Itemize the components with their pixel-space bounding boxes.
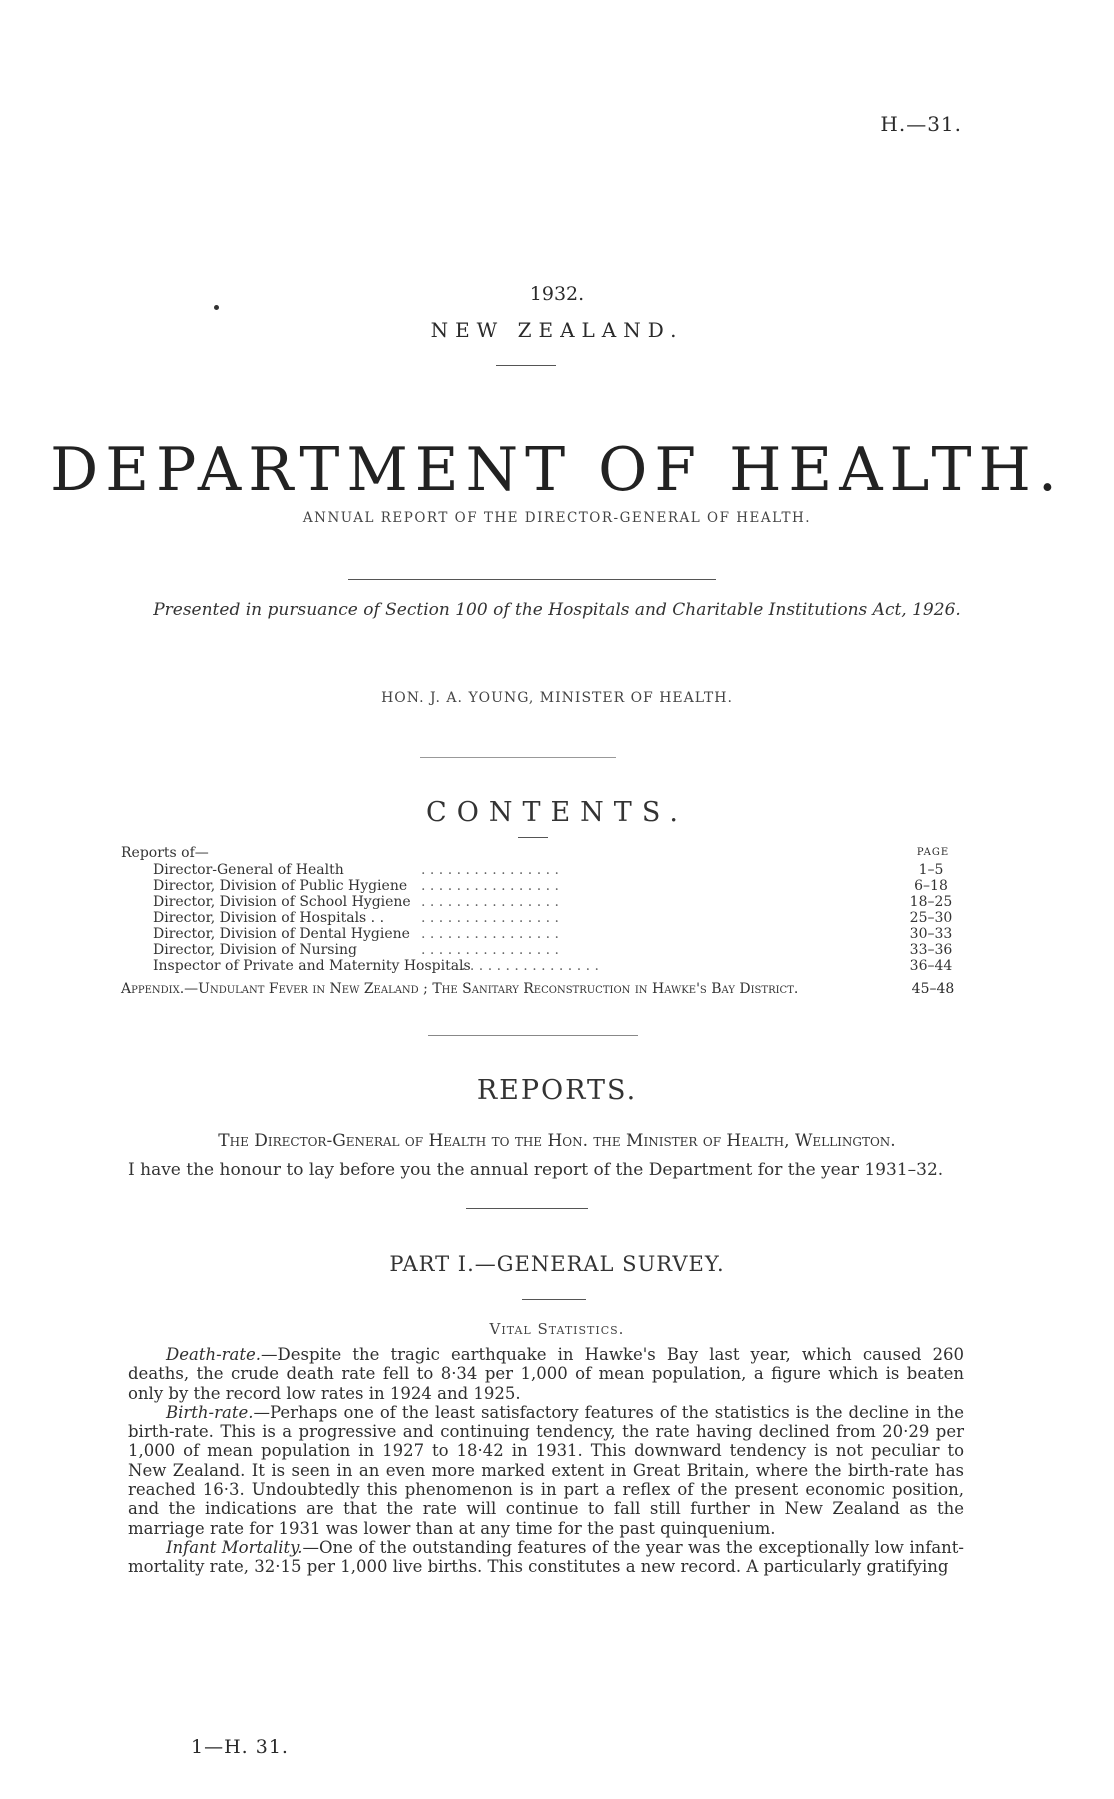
divider — [466, 1208, 588, 1209]
paragraph-lead: Death-rate. — [166, 1345, 262, 1364]
divider — [428, 1035, 638, 1036]
contents-item-label: Director, Division of School Hygiene — [153, 894, 411, 910]
leader-dots: . . . . . . . . . . . . . . . . — [421, 862, 559, 878]
contents-item-pages: 36–44 — [909, 958, 953, 974]
footer-page-reference: 1—H. 31. — [191, 1736, 289, 1758]
contents-item-label: Director-General of Health — [153, 862, 344, 878]
section-heading: Vital Statistics. — [489, 1320, 625, 1338]
contents-item — [121, 910, 961, 926]
part-title: PART I.—GENERAL SURVEY. — [389, 1252, 725, 1276]
contents-reports-of: Reports of— — [121, 845, 209, 861]
contents-item-pages: 1–5 — [918, 862, 944, 878]
leader-dots: . . . . . . . . . . . . . . . . — [421, 910, 559, 926]
leader-dots: . . . . . . . . . . . . . . . . — [421, 942, 559, 958]
contents-item — [121, 862, 961, 878]
contents-item — [121, 942, 961, 958]
ink-dot — [214, 305, 219, 310]
page-reference: H.—31. — [880, 112, 962, 136]
report-address: The Director-General of Health to the Hon. the Minister of Health, Wellington. — [218, 1131, 896, 1151]
divider — [518, 837, 548, 838]
paragraph-lead: Birth-rate. — [166, 1402, 254, 1422]
contents-item — [121, 894, 961, 910]
paragraph-infant-mortality — [128, 1538, 964, 1577]
paragraph-text: —One of the outstanding features of the year was the exceptionally low infant-mortality rate, 32·15 per 1,000 live births. This constitutes a new record. A particularly gratifying — [128, 1537, 964, 1577]
paragraph-text: —Despite the tragic earthquake in Hawke's Bay last year, which caused 260 deaths, the crude death rate fell to 8·34 per 1,000 of mean population, a figure which is beaten only by the record low rates in 1924 and 1925. — [128, 1345, 964, 1403]
contents-item — [121, 958, 961, 974]
report-opening: I have the honour to lay before you the annual report of the Department for the year 1931–32. — [128, 1160, 944, 1180]
department-title: DEPARTMENT OF HEALTH. — [50, 435, 1064, 505]
contents-item-pages: 18–25 — [909, 894, 953, 910]
contents-item-pages: 33–36 — [909, 942, 953, 958]
contents-item-pages: 6–18 — [914, 878, 948, 894]
paragraph-text: —Perhaps one of the least satisfactory features of the statistics is the decline in the birth-rate. This is a progressive and continuing tendency, the rate having declined from 20·29 per 1,000 of mean population in 1927 to 18·42 in 1931. This downward tendency is not peculiar to New Zealand. It is seen in an even more marked extent in Great Britain, where the birth-rate has reached 16·3. Undoubtedly this phenomenon is in part a reflex of the present economic position, and the indications are that the rate will continue to fall still further in New Zealand as the marriage rate for 1931 was lower than at any time for the past quinquenium. — [128, 1402, 964, 1538]
divider — [496, 365, 556, 366]
contents-appendix: Appendix.—Undulant Fever in New Zealand ; The Sanitary Reconstruction in Hawke's Bay District. — [121, 981, 799, 997]
contents-item-label: Director, Division of Public Hygiene — [153, 878, 408, 894]
contents-item-pages: 25–30 — [909, 910, 953, 926]
contents-item-label: Director, Division of Dental Hygiene — [153, 926, 410, 942]
body-text — [128, 1345, 964, 1577]
contents-item-label: Inspector of Private and Maternity Hospitals — [153, 958, 471, 974]
country-heading: NEW ZEALAND. — [430, 318, 684, 342]
paragraph-death-rate — [128, 1345, 964, 1403]
contents-item-label: Director, Division of Nursing — [153, 942, 357, 958]
divider — [420, 757, 616, 758]
leader-dots: . . . . . . . . . . . . . . . . — [461, 958, 599, 974]
leader-dots: . . . . . . . . . . . . . . . . — [421, 878, 559, 894]
contents-title: CONTENTS. — [426, 797, 688, 828]
leader-dots: . . . . . . . . . . . . . . . . — [421, 894, 559, 910]
leader-dots: . . . . . . . . . . . . . . . . — [421, 926, 559, 942]
minister-line: HON. J. A. YOUNG, MINISTER OF HEALTH. — [381, 690, 733, 706]
paragraph-lead: Infant Mortality. — [166, 1537, 303, 1557]
contents-item-pages: 30–33 — [909, 926, 953, 942]
reports-title: REPORTS. — [476, 1075, 638, 1106]
presented-statement: Presented in pursuance of Section 100 of the Hospitals and Charitable Institutions Act, 1926. — [153, 600, 961, 620]
contents-page-header: PAGE — [916, 847, 950, 858]
report-year: 1932. — [529, 283, 585, 305]
report-subtitle: ANNUAL REPORT OF THE DIRECTOR-GENERAL OF HEALTH. — [302, 510, 812, 526]
contents-item — [121, 926, 961, 942]
divider — [522, 1299, 586, 1300]
contents-item-label: Director, Division of Hospitals . . — [153, 910, 385, 926]
contents-appendix-pages: 45–48 — [911, 981, 955, 997]
contents-item — [121, 878, 961, 894]
divider — [348, 579, 716, 580]
paragraph-birth-rate — [128, 1403, 964, 1538]
